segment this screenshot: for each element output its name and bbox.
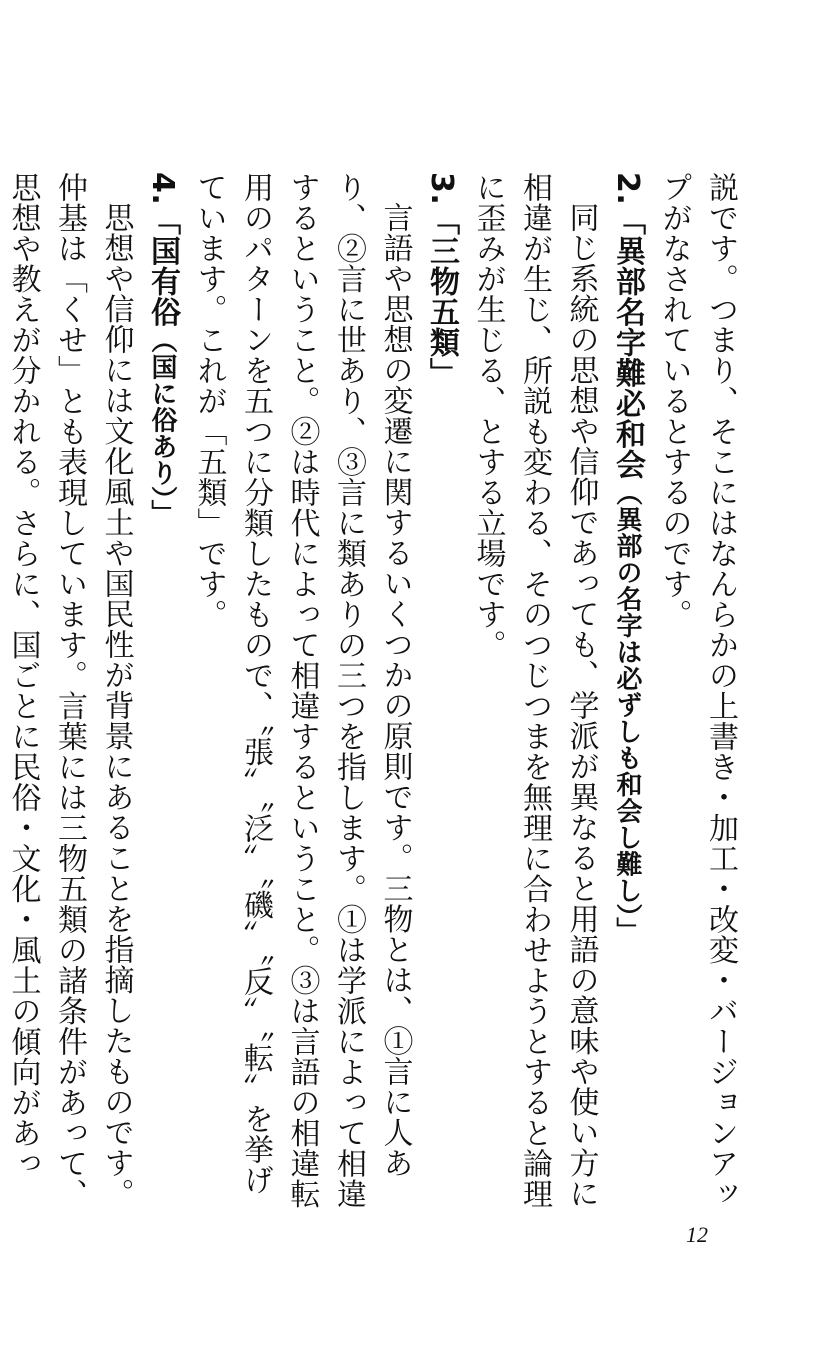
- heading-3-title: 「三物五類」: [424, 205, 459, 389]
- paragraph-3: 言語や思想の変遷に関するいくつかの原則です。三物とは、①言に人あり、②言に世あり、③言に類ありの三つを指します。①は学派によって相違するということ。②は時代によって相違するということ。③は言語の相違転用のパターンを五つに分類したもので、〝張〟〝泛〟〝磯〟〝反〟〝転〟を挙げています。これが「五類」です。: [191, 172, 413, 1209]
- paragraph-2: 同じ系統の思想や信仰であっても、学派が異なると用語の意味や使い方に相違が生じ、所説も変わる、そのつじつまを無理に合わせようとすると論理に歪みが生じる、とする立場です。: [470, 172, 599, 1209]
- heading-3-number: 3.: [424, 172, 459, 206]
- heading-3: [418, 172, 465, 1222]
- heading-4-number: 4.: [145, 172, 180, 206]
- vertical-text-body: [5, 172, 743, 1222]
- heading-2-subtitle: （異部の名字は必ずしも和会し難し）」: [612, 479, 642, 944]
- page-number: 12: [686, 1222, 708, 1247]
- paragraph-4: 思想や信仰には文化風土や国民性が背景にあることを指摘したものです。仲基は「くせ」とも表現しています。言葉には三物五類の諸条件があって、思想や教えが分かれる。さらに、国ごとに民俗・文化・風土の傾向があっ: [5, 172, 134, 1209]
- paragraph-1: 説です。つまり、そこにはなんらかの上書き・加工・改変・バージョンアップがなされているとするのです。: [656, 172, 738, 1209]
- heading-2-title: 「異部名字難必和会: [610, 205, 645, 480]
- heading-2-number: 2.: [610, 172, 645, 206]
- heading-4-subtitle: （国に俗あり）」: [147, 327, 177, 527]
- heading-4: [139, 172, 186, 1222]
- heading-2: [604, 172, 651, 1222]
- heading-4-title: 「国有俗: [145, 205, 180, 328]
